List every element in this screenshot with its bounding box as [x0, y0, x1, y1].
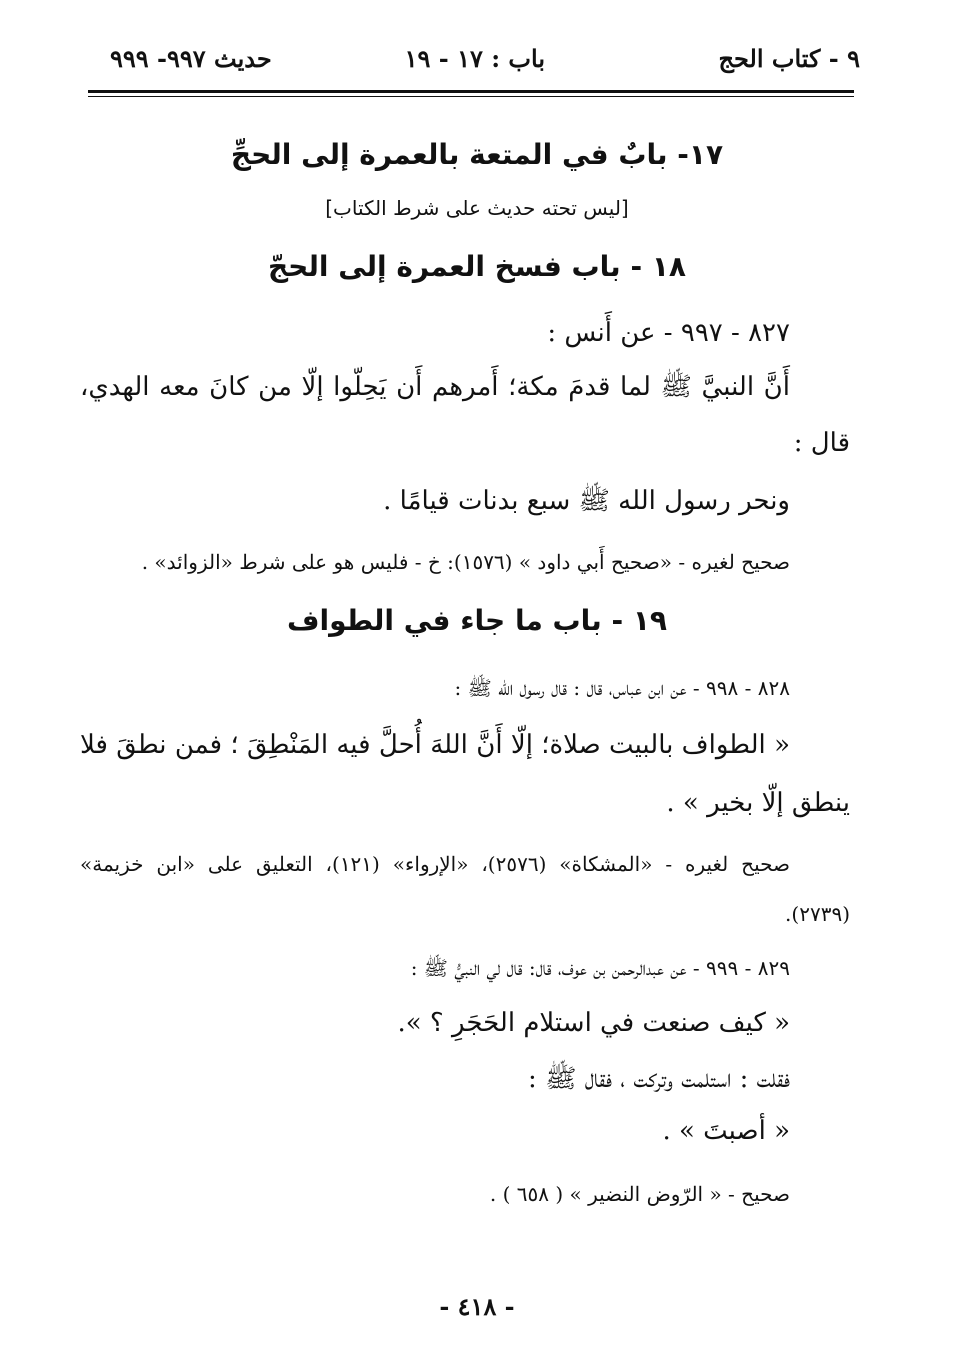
hadith-997-intro: ٨٢٧ - ٩٩٧ - عن أَنس :: [547, 318, 790, 348]
hadith-999-intro: ٨٢٩ - ٩٩٩ - عن عبدالرحمن بن عوف، قال: قال لي النبيُّ ﷺ :: [410, 956, 790, 980]
header-rule-thick: [88, 90, 854, 93]
hadith-998-grade-1: صحيح لغيره - «المشكاة» (٢٥٧٦)، «الإرواء» (١٢١)، التعليق على «ابن خزيمة»: [80, 852, 791, 876]
hadith-997-text-1: أَنَّ النبيَّ ﷺ لما قدمَ مكة؛ أَمرهم أَن يَحِلّوا إلّا من كانَ معه الهدي،: [80, 372, 790, 402]
hadith-range: حديث ٩٩٧- ٩٩٩: [110, 44, 272, 73]
hadith-999-text-1: « كيف صنعت في استلام الحَجَرِ ؟ ».: [397, 1008, 790, 1038]
hadith-998-intro: ٨٢٨ - ٩٩٨ - عن ابن عباس، قال : قال رسول الله ﷺ :: [454, 676, 790, 700]
hadith-997-grade: صحيح لغيره - «صحيح أَبي داود » (١٥٧٦): خ - فليس هو على شرط «الزوائد» .: [141, 550, 790, 574]
hadith-999-grade: صحيح - « الرّوض النضير » ( ٦٥٨ ) .: [489, 1182, 790, 1206]
hadith-998-text-1: « الطواف بالبيت صلاة؛ إلّا أَنَّ اللهَ أُحلَّ فيه المَنْطِقَ ؛ فمن نطقَ فلا: [80, 730, 790, 760]
hadith-998-text-2: ينطق إلّا بخير » .: [666, 788, 850, 818]
section-17-title: ١٧- بابٌ في المتعة بالعمرة إلى الحجِّ: [230, 138, 724, 171]
running-header: [90, 44, 860, 84]
section-19-title: ١٩ - باب ما جاء في الطواف: [286, 604, 668, 637]
chapter-range: باب : ١٧ - ١٩: [404, 44, 545, 73]
page-number: - ٤١٨ -: [439, 1292, 515, 1321]
section-17-note: [ليس تحته حديث على شرط الكتاب]: [325, 196, 629, 220]
book-title: ٩ - كتاب الحج: [718, 44, 860, 73]
hadith-999-text-3: « أصبتَ » .: [662, 1116, 790, 1146]
header-rule-thin: [88, 96, 854, 97]
hadith-999-text-2: فقلت : استلمت وتركت ، فقال ﷺ :: [528, 1064, 790, 1094]
hadith-997-text-3: ونحر رسول الله ﷺ سبع بدنات قيامًا .: [383, 486, 790, 516]
section-18-title: ١٨ - باب فسخ العمرة إلى الحجّ: [267, 250, 686, 283]
hadith-997-text-2: قال :: [793, 428, 850, 458]
hadith-998-grade-2: (٢٧٣٩).: [785, 902, 850, 926]
